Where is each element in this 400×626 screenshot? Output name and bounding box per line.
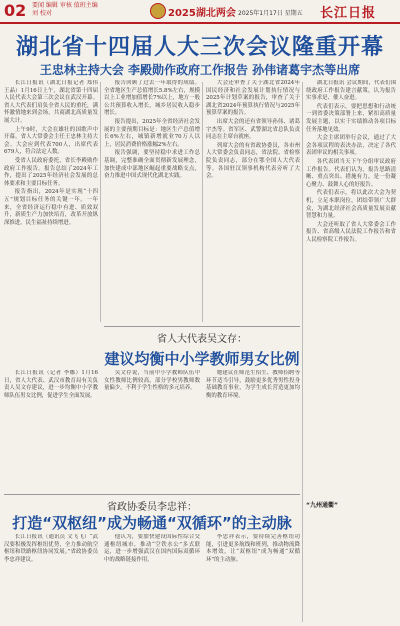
article-paragraph: 报告强调，要坚持稳中求进工作总基调，完整准确全面贯彻新发展理念，加快建成中部地区崛起重要战略支点，奋力推进中国式现代化湖北实践。 (104, 150, 200, 180)
article-paragraph: 上午9时，大会在雄壮的国歌声中开幕。省人大常委会主任王忠林主持大会。大会应到代表700人，出席代表679人，符合法定人数。 (4, 126, 98, 156)
second-story-column-2 (104, 370, 200, 490)
page-number: 02 (4, 1, 27, 20)
article-paragraph: 代表们表示，将以此次大会为契机，立足本职岗位，团结带领广大群众，为湖北经济社会高质量发展贡献智慧和力量。 (306, 190, 396, 220)
article-paragraph: 大会还听取了省人大常委会工作报告、省高级人民法院工作报告和省人民检察院工作报告。 (306, 221, 396, 243)
article-paragraph: 大会还审查了关于湖北省2024年国民经济和社会发展计划执行情况与2025年计划草案的报告，审查了关于湖北省2024年预算执行情况与2025年预算草案的报告。 (206, 80, 300, 117)
second-story-column-1 (4, 370, 98, 490)
third-story-column-2 (104, 534, 200, 622)
article-paragraph: 报告指出，2024年是实现“十四五”规划目标任务的关键一年。一年来，全省经济运行稳中有进、质效双升，新质生产力加快培育，改革开放纵深推进，民生福祉持续增进。 (4, 189, 98, 226)
third-story-column-1 (4, 534, 98, 622)
section-divider (4, 494, 300, 495)
section-title: 2025湖北两会 (168, 8, 236, 19)
paper-name: 长江日报 (320, 6, 377, 21)
main-article-column-4 (306, 80, 396, 620)
main-article-column-2 (104, 80, 200, 328)
main-subheadline: 王忠林主持大会 李殿勋作政府工作报告 孙伟诸葛宇杰等出席 (39, 63, 361, 77)
article-paragraph: 吴文存说，当前中小学教师队伍中女性教师比例较高，部分学校男教师数量偏少，不利于学生性格的多元培养。 (104, 370, 200, 392)
article-paragraph: 出席大会的还有省领导孙伟、诸葛宇杰等。省军区、武警湖北省总队负责同志在主席台就座。 (206, 118, 300, 141)
column-divider (202, 82, 203, 322)
sidebar-subheading: “九州通衢” (306, 502, 338, 509)
article-paragraph: 她建议在师范生招生、教师招聘等环节适当引导，鼓励更多优秀男性投身基础教育事业，为学生成长营造更加均衡的教育环境。 (206, 370, 300, 399)
article-paragraph: 报告提出，2025年全省经济社会发展的主要预期目标是：地区生产总值增长6%左右，城镇新增就业70万人以上，居民消费价格涨幅2%左右。 (104, 118, 200, 148)
second-story-lead: 省人大代表吴文存： (157, 334, 247, 345)
issue-date: 2025年1月17日 星期五 (238, 10, 303, 17)
article-paragraph: 李忠祥表示，要持续完善枢纽功能，引进更多航线和班列，推动物流降本增效，让“双枢纽”成为畅通“双循环”的主动脉。 (206, 534, 300, 563)
article-paragraph: 大会主席团举行会议，通过了大会各项议程的表决办法，决定了各代表团审议的相关事项。 (306, 135, 396, 157)
article-paragraph: 受省人民政府委托，省长李殿勋作政府工作报告。报告总结了2024年工作，提出了2025年经济社会发展的总体要求和主要目标任务。 (4, 157, 98, 187)
second-story-headline: 建议均衡中小学教师男女比例 (104, 350, 300, 368)
article-paragraph: 报告回顾了过去一年取得的成绩。全省地区生产总值增长5.8%左右，规模以上工业增加值增长7%以上，地方一般公共预算收入增长，城乡居民收入稳步增长。 (104, 80, 200, 117)
article-paragraph: 湖北日报讯 会议期间，代表们围绕政府工作报告建言献策，认为报告实事求是、催人奋进。 (306, 80, 396, 102)
article-paragraph: 代表们表示，要把思想和行动统一到省委决策部署上来，紧扣高质量发展主题，以实干实绩推动各项目标任务落地见效。 (306, 103, 396, 133)
emblem-icon (150, 3, 166, 19)
section-divider (104, 326, 300, 327)
section-tags: 要闻 编辑 审核 值班主编 刘 校对 (32, 2, 98, 17)
third-story-lead: 省政协委员李忠祥： (107, 502, 197, 513)
main-article-column-3 (206, 80, 300, 328)
article-paragraph: 他认为，要加快建设国际性综合交通枢纽城市，推动“空铁水公”多式联运，进一步增强武汉在国内国际双循环中的战略链接作用。 (104, 534, 200, 563)
article-paragraph: 各代表团当天下午分组审议政府工作报告。代表们认为，报告思路清晰、重点突出、措施有力，是一份凝心聚力、鼓舞人心的好报告。 (306, 158, 396, 188)
article-paragraph: 长江日报讯（通讯员 文飞飞）“武汉要积极发挥枢纽优势，全力推动航空枢纽和铁路枢纽协同发展。”省政协委员李忠祥建议。 (4, 534, 98, 563)
main-headline: 湖北省十四届人大三次会议隆重开幕 (15, 35, 384, 60)
second-story-column-3 (206, 370, 300, 490)
main-article-column-1 (4, 80, 98, 348)
article-paragraph: 列席大会的有省政协委员，各市州人大常委会负责同志，省法院、省检察院负责同志，部分在鄂全国人大代表等。各国驻汉领事机构代表旁听了大会。 (206, 142, 300, 180)
column-divider (302, 82, 303, 622)
third-story-headline: 打造“双枢纽”成为畅通“双循环”的主动脉 (12, 514, 292, 532)
article-paragraph: 长江日报讯（湖北日报记者 郑伟 王晶）1月16日上午，湖北省第十四届人民代表大会第三次会议在武汉开幕。省人大代表们肩负全省人民的重托，满怀激情地来到会场，共商湖北高质量发展大计。 (4, 80, 98, 124)
third-story-column-3 (206, 534, 300, 622)
masthead (0, 0, 400, 24)
column-divider (100, 82, 101, 322)
article-paragraph: 长江日报讯（记者 李娜）1月16日，省人大代表、武汉市教育局有关负责人吴文存建议，进一步均衡中小学教师队伍男女比例，促进学生全面发展。 (4, 370, 98, 399)
